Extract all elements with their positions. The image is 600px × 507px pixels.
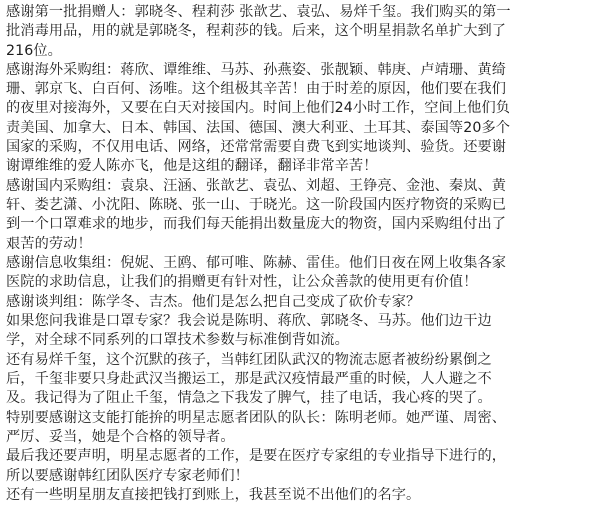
text-line: 后，千玺非要只身赴武汉当搬运工，那是武汉疫情最严重的时候，人人避之不 <box>6 371 492 387</box>
text-line: 感谢信息收集组：倪妮、王鸥、郁可唯、陈赫、雷佳。他们日夜在网上收集各家 <box>6 255 507 271</box>
text-line: 艰苦的劳动！ <box>6 236 92 252</box>
text-line: 感谢第一批捐赠人：郭晓冬、程莉莎 张歆艺、袁弘、易烊千玺。我们购买的第一 <box>6 4 511 20</box>
text-line: 学，对全球不同系列的口罩技术参数与标准倒背如流。 <box>6 332 349 348</box>
article-text <box>6 0 596 507</box>
text-line: 还有一些明星朋友直接把钱打到账上，我甚至说不出他们的名字。 <box>6 487 421 503</box>
text-line: 最后我还要声明，明星志愿者的工作，是要在医疗专家组的专业指导下进行的， <box>6 448 507 464</box>
text-line: 还有易烊千玺，这个沉默的孩子，当韩红团队武汉的物流志愿者被纷纷累倒之 <box>6 352 492 368</box>
text-line: 珊、郭京飞、白百何、汤唯。这个组极其辛苦！由于时差的原因，他们要在我们 <box>6 81 507 97</box>
text-line: 责美国、加拿大、日本、韩国、法国、德国、澳大利亚、土耳其、泰国等20多个 <box>6 120 511 136</box>
text-line: 216位。 <box>6 43 62 59</box>
text-line: 感谢海外采购组：蒋欣、谭维维、马苏、孙燕姿、张靓颖、韩庚、卢靖珊、黄绮 <box>6 62 507 78</box>
text-line: 国家的采购，不仅用电话、网络，还常常需要自费飞到实地谈判、验货。还要谢 <box>6 139 507 155</box>
text-line: 严厉、妥当，她是个合格的领导者。 <box>6 429 235 445</box>
text-line: 谢谭维维的爱人陈亦飞，他是这组的翻译，翻译非常辛苦！ <box>6 158 378 174</box>
text-line: 到一个口罩难求的地步，而我们每天能捐出数量庞大的物资，国内采购组付出了 <box>6 216 507 232</box>
text-line: 特别要感谢这支能打能拚的明星志愿者团队的队长：陈明老师。她严谨、周密、 <box>6 410 507 426</box>
text-line: 轩、娄艺潇、小沈阳、陈晓、张一山、于晓光。这一阶段国内医疗物资的采购已 <box>6 197 507 213</box>
text-line: 如果您问我谁是口罩专家？我会说是陈明、蒋欣、郭晓冬、马苏。他们边干边 <box>6 313 492 329</box>
text-line: 医院的求助信息，让我们的捐赠更有针对性，让公众善款的使用更有价值！ <box>6 274 478 290</box>
text-line: 批消毒用品，用的就是郭晓冬，程莉莎的钱。后来，这个明星捐款名单扩大到了 <box>6 23 507 39</box>
text-line: 的夜里对接海外，又要在白天对接国内。时间上他们24小时工作，空间上他们负 <box>6 100 511 116</box>
text-line: 感谢国内采购组：袁泉、汪涵、张歆艺、袁弘、刘超、王铮亮、金池、秦岚、黄 <box>6 178 507 194</box>
text-line: 及。我记得为了阻止千玺，情急之下我发了脾气，挂了电话，我心疼的哭了。 <box>6 390 492 406</box>
text-line: 感谢谈判组：陈学冬、吉杰。他们是怎么把自己变成了砍价专家？ <box>6 294 421 310</box>
text-line: 所以要感谢韩红团队医疗专家老师们！ <box>6 468 249 484</box>
